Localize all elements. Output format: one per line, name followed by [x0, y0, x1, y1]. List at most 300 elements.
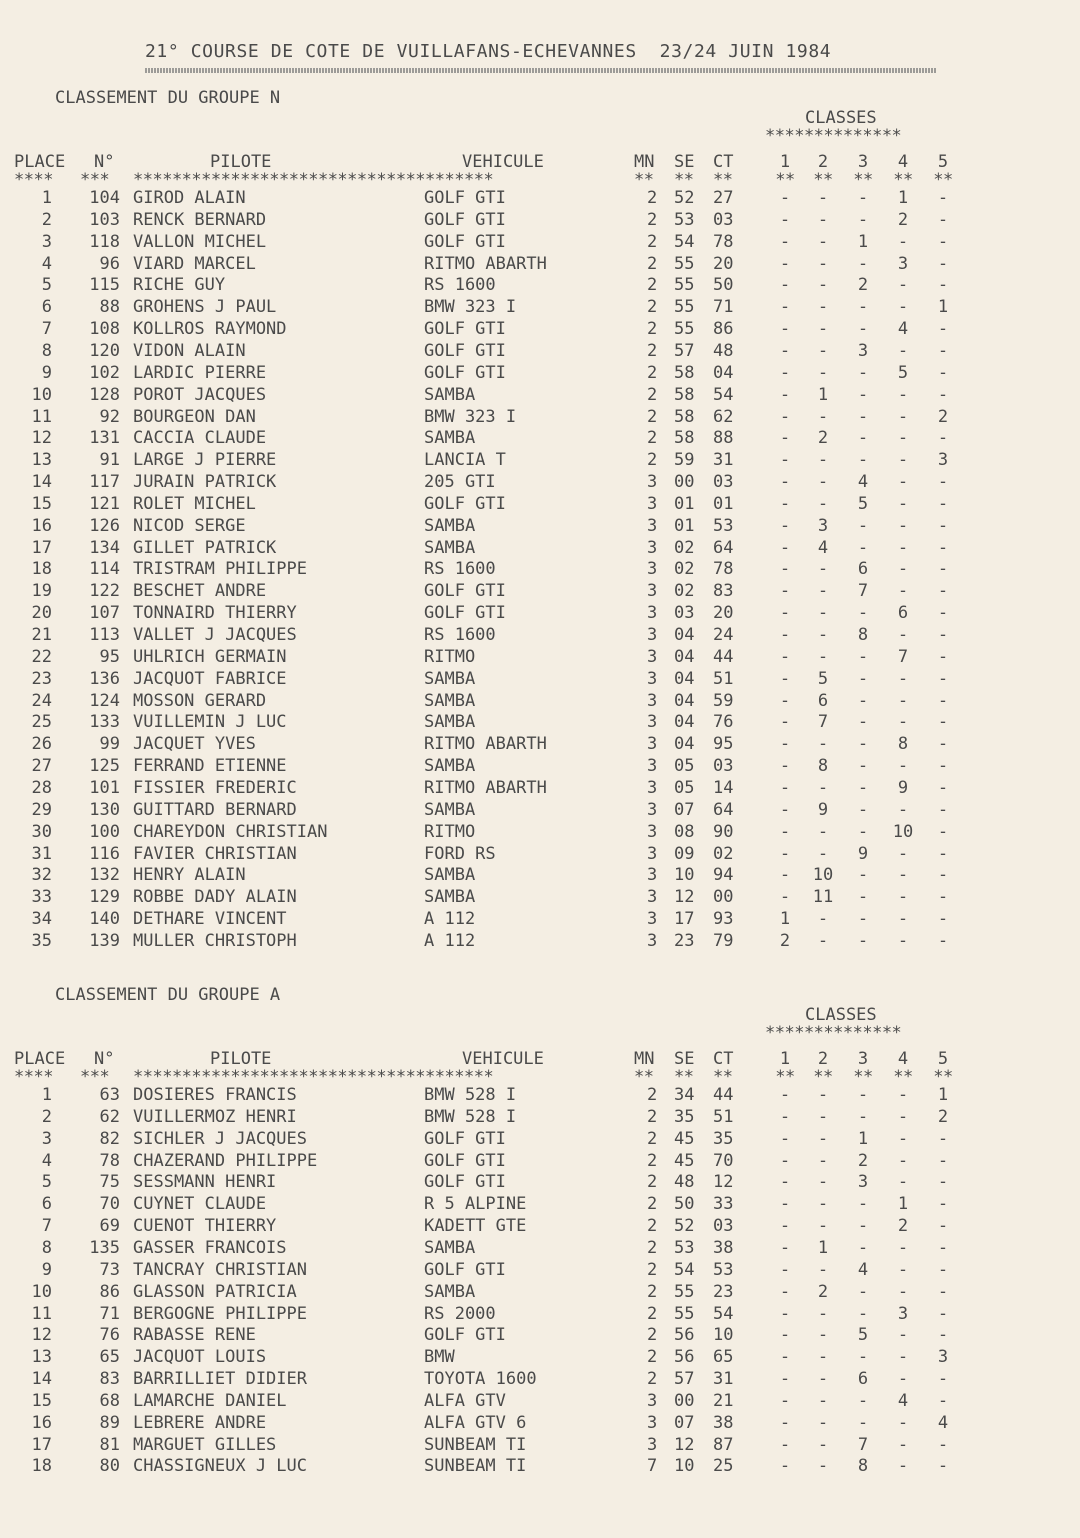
class-rank-cell: - [817, 1150, 829, 1171]
separator: ** [853, 170, 873, 190]
seconds-cell: 05 [674, 756, 695, 777]
hundredths-cell: 03 [713, 756, 734, 777]
class-rank-cell: - [857, 1194, 869, 1215]
class-rank-cell: 7 [897, 646, 909, 667]
seconds-cell: 35 [674, 1106, 695, 1127]
class-rank-cell: 6 [857, 1369, 869, 1390]
hundredths-cell: 65 [713, 1347, 734, 1368]
class-rank-cell: - [937, 646, 949, 667]
seconds-cell: 04 [674, 712, 695, 733]
class-rank-cell: - [779, 472, 791, 493]
seconds-cell: 58 [674, 362, 695, 383]
class-rank-cell: - [779, 559, 791, 580]
class-rank-cell: - [817, 930, 829, 951]
class-rank-cell: - [897, 537, 909, 558]
class-rank-cell: - [897, 493, 909, 514]
hundredths-cell: 90 [713, 821, 734, 842]
number-cell: 71 [99, 1303, 120, 1324]
class-rank-cell: - [817, 1434, 829, 1455]
class-rank-cell: - [779, 1172, 791, 1193]
minutes-cell: 3 [647, 646, 658, 667]
place-cell: 34 [31, 909, 52, 930]
class-rank-cell: - [937, 1237, 949, 1258]
minutes-cell: 3 [647, 821, 658, 842]
pilot-name-cell: JACQUOT LOUIS [133, 1347, 267, 1368]
class-rank-cell: - [897, 865, 909, 886]
classes-heading: CLASSES [805, 108, 877, 128]
class-rank-cell: - [817, 406, 829, 427]
class-rank-cell: - [897, 668, 909, 689]
number-cell: 70 [99, 1194, 120, 1215]
class-rank-cell: - [897, 1237, 909, 1258]
document-title: 21° COURSE DE COTE DE VUILLAFANS-ECHEVANNES 23/24 JUIN 1984 [145, 41, 832, 62]
hundredths-cell: 93 [713, 909, 734, 930]
hundredths-cell: 12 [713, 1172, 734, 1193]
class-rank-cell: - [857, 537, 869, 558]
class-rank-cell: - [857, 821, 869, 842]
hundredths-cell: 04 [713, 362, 734, 383]
seconds-cell: 04 [674, 646, 695, 667]
class-rank-cell: - [857, 668, 869, 689]
hundredths-cell: 23 [713, 1281, 734, 1302]
class-rank-cell: 10 [812, 865, 834, 886]
pilot-name-cell: LEBRERE ANDRE [133, 1412, 267, 1433]
class-rank-cell: - [817, 1390, 829, 1411]
class-rank-cell: - [779, 843, 791, 864]
hundredths-cell: 62 [713, 406, 734, 427]
minutes-cell: 3 [647, 625, 658, 645]
number-cell: 116 [89, 843, 120, 864]
place-cell: 11 [31, 1303, 52, 1324]
class-rank-cell: 1 [937, 297, 949, 318]
pilot-name-cell: UHLRICH GERMAIN [133, 646, 287, 667]
seconds-cell: 55 [674, 275, 695, 296]
place-cell: 10 [31, 1281, 52, 1302]
place-cell: 11 [31, 406, 52, 427]
vehicle-cell: SAMBA [424, 668, 476, 689]
separator: ** [674, 170, 694, 190]
separator: ** [634, 170, 654, 190]
pilot-name-cell: GILLET PATRICK [133, 537, 277, 558]
vehicle-cell: GOLF GTI [424, 1150, 506, 1171]
class-rank-cell: 2 [779, 930, 791, 951]
separator: ** [713, 170, 733, 190]
place-cell: 7 [41, 319, 52, 340]
hundredths-cell: 53 [713, 515, 734, 536]
class-rank-cell: - [779, 865, 791, 886]
class-rank-cell: 3 [857, 1172, 869, 1193]
class-rank-cell: 2 [817, 1281, 829, 1302]
class-rank-cell: - [937, 1216, 949, 1237]
seconds-cell: 45 [674, 1150, 695, 1171]
class-rank-cell: 1 [817, 384, 829, 405]
class-rank-cell: - [937, 909, 949, 930]
class-rank-cell: - [897, 1259, 909, 1280]
class-rank-cell: - [779, 887, 791, 908]
place-cell: 9 [41, 362, 52, 383]
class-rank-cell: - [937, 231, 949, 252]
minutes-cell: 3 [647, 865, 658, 886]
col-header-vehicule: VEHICULE [462, 152, 544, 172]
vehicle-cell: RS 1600 [424, 275, 496, 296]
class-rank-cell: - [779, 734, 791, 755]
class-rank-cell: 5 [857, 1325, 869, 1346]
minutes-cell: 2 [647, 297, 658, 318]
hundredths-cell: 10 [713, 1325, 734, 1346]
class-rank-cell: - [857, 1085, 869, 1105]
minutes-cell: 3 [647, 887, 658, 908]
minutes-cell: 3 [647, 581, 658, 602]
class-rank-cell: - [817, 603, 829, 624]
class-rank-cell: - [937, 209, 949, 230]
seconds-cell: 12 [674, 1434, 695, 1455]
hundredths-cell: 21 [713, 1390, 734, 1411]
class-rank-cell: - [857, 406, 869, 427]
number-cell: 140 [89, 909, 120, 930]
class-rank-cell: 3 [817, 515, 829, 536]
class-rank-cell: - [937, 537, 949, 558]
hundredths-cell: 38 [713, 1237, 734, 1258]
minutes-cell: 3 [647, 712, 658, 733]
place-cell: 17 [31, 1434, 52, 1455]
minutes-cell: 2 [647, 428, 658, 449]
class-rank-cell: 2 [857, 1150, 869, 1171]
class-rank-cell: - [897, 515, 909, 536]
hundredths-cell: 76 [713, 712, 734, 733]
title-underline [145, 68, 937, 73]
hundredths-cell: 38 [713, 1412, 734, 1433]
pilot-name-cell: RABASSE RENE [133, 1325, 256, 1346]
place-cell: 6 [41, 1194, 52, 1215]
seconds-cell: 56 [674, 1347, 695, 1368]
class-rank-cell: - [779, 1412, 791, 1433]
class-rank-cell: 2 [857, 275, 869, 296]
minutes-cell: 2 [647, 275, 658, 296]
seconds-cell: 59 [674, 450, 695, 471]
hundredths-cell: 94 [713, 865, 734, 886]
hundredths-cell: 03 [713, 1216, 734, 1237]
col-header-mn: MN [634, 152, 655, 172]
minutes-cell: 3 [647, 690, 658, 711]
class-rank-cell: - [937, 581, 949, 602]
class-rank-cell: - [937, 1434, 949, 1455]
class-rank-cell: - [779, 1369, 791, 1390]
class-rank-cell: - [817, 1456, 829, 1477]
place-cell: 25 [31, 712, 52, 733]
number-cell: 130 [89, 799, 120, 820]
place-cell: 20 [31, 603, 52, 624]
class-rank-cell: - [897, 1325, 909, 1346]
seconds-cell: 52 [674, 1216, 695, 1237]
class-rank-cell: - [779, 537, 791, 558]
col-header-no: N° [94, 152, 115, 172]
class-rank-cell: - [817, 209, 829, 230]
pilot-name-cell: MARGUET GILLES [133, 1434, 277, 1455]
group-heading: CLASSEMENT DU GROUPE N [55, 88, 281, 108]
class-rank-cell: 4 [857, 472, 869, 493]
class-rank-cell: - [897, 1085, 909, 1105]
separator: ** [775, 170, 795, 190]
vehicle-cell: GOLF GTI [424, 362, 506, 383]
number-cell: 73 [99, 1259, 120, 1280]
seconds-cell: 48 [674, 1172, 695, 1193]
class-rank-cell: - [857, 777, 869, 798]
pilot-name-cell: VALLET J JACQUES [133, 625, 297, 645]
vehicle-cell: RITMO ABARTH [424, 777, 547, 798]
pilot-name-cell: LARDIC PIERRE [133, 362, 267, 383]
class-rank-cell: 1 [897, 1194, 909, 1215]
vehicle-cell: BMW 323 I [424, 297, 517, 318]
hundredths-cell: 35 [713, 1128, 734, 1149]
class-rank-cell: - [857, 646, 869, 667]
class-rank-cell: - [937, 1281, 949, 1302]
class-rank-cell: 1 [817, 1237, 829, 1258]
class-rank-cell: - [779, 756, 791, 777]
number-cell: 101 [89, 777, 120, 798]
seconds-cell: 04 [674, 690, 695, 711]
pilot-name-cell: CUENOT THIERRY [133, 1216, 277, 1237]
minutes-cell: 2 [647, 450, 658, 471]
class-rank-cell: - [779, 603, 791, 624]
number-cell: 125 [89, 756, 120, 777]
minutes-cell: 2 [647, 1216, 658, 1237]
class-rank-cell: - [817, 1303, 829, 1324]
seconds-cell: 55 [674, 253, 695, 274]
seconds-cell: 07 [674, 799, 695, 820]
class-rank-cell: - [817, 1106, 829, 1127]
class-rank-cell: 3 [937, 450, 949, 471]
separator: ** [893, 170, 913, 190]
seconds-cell: 17 [674, 909, 695, 930]
pilot-name-cell: FAVIER CHRISTIAN [133, 843, 297, 864]
seconds-cell: 58 [674, 406, 695, 427]
class-rank-cell: - [779, 1303, 791, 1324]
class-rank-cell: - [937, 734, 949, 755]
number-cell: 108 [89, 319, 120, 340]
class-rank-cell: - [857, 930, 869, 951]
vehicle-cell: SUNBEAM TI [424, 1456, 527, 1477]
pilot-name-cell: CHASSIGNEUX J LUC [133, 1456, 307, 1477]
class-rank-cell: - [937, 1150, 949, 1171]
class-rank-cell: - [897, 1456, 909, 1477]
class-rank-cell: - [779, 1237, 791, 1258]
class-rank-cell: - [937, 493, 949, 514]
separator: ** [634, 1067, 654, 1087]
class-rank-cell: 1 [857, 1128, 869, 1149]
class-rank-cell: - [897, 756, 909, 777]
vehicle-cell: GOLF GTI [424, 493, 506, 514]
class-rank-cell: - [817, 472, 829, 493]
place-cell: 12 [31, 1325, 52, 1346]
place-cell: 18 [31, 559, 52, 580]
col-header-class: 5 [937, 152, 949, 172]
class-rank-cell: 7 [857, 581, 869, 602]
class-rank-cell: - [817, 362, 829, 383]
class-rank-cell: - [857, 362, 869, 383]
hundredths-cell: 03 [713, 209, 734, 230]
class-rank-cell: - [937, 668, 949, 689]
hundredths-cell: 88 [713, 428, 734, 449]
number-cell: 135 [89, 1237, 120, 1258]
class-rank-cell: - [937, 690, 949, 711]
class-rank-cell: - [937, 777, 949, 798]
class-rank-cell: - [817, 1085, 829, 1105]
hundredths-cell: 33 [713, 1194, 734, 1215]
class-rank-cell: 4 [937, 1412, 949, 1433]
hundredths-cell: 64 [713, 799, 734, 820]
minutes-cell: 2 [647, 188, 658, 208]
class-rank-cell: - [937, 319, 949, 340]
minutes-cell: 3 [647, 909, 658, 930]
class-rank-cell: - [857, 865, 869, 886]
place-cell: 8 [41, 340, 52, 361]
separator: ** [893, 1067, 913, 1087]
class-rank-cell: - [897, 1150, 909, 1171]
class-rank-cell: - [897, 887, 909, 908]
seconds-cell: 02 [674, 581, 695, 602]
class-rank-cell: - [779, 1347, 791, 1368]
place-cell: 1 [41, 188, 52, 208]
pilot-name-cell: DETHARE VINCENT [133, 909, 287, 930]
hundredths-cell: 79 [713, 930, 734, 951]
class-rank-cell: - [857, 297, 869, 318]
number-cell: 86 [99, 1281, 120, 1302]
class-rank-cell: - [937, 843, 949, 864]
number-cell: 82 [99, 1128, 120, 1149]
number-cell: 134 [89, 537, 120, 558]
class-rank-cell: - [779, 777, 791, 798]
place-cell: 14 [31, 472, 52, 493]
vehicle-cell: SAMBA [424, 384, 476, 405]
number-cell: 88 [99, 297, 120, 318]
class-rank-cell: 4 [897, 319, 909, 340]
place-cell: 26 [31, 734, 52, 755]
class-rank-cell: - [779, 188, 791, 208]
class-rank-cell: - [897, 1106, 909, 1127]
class-rank-cell: - [857, 1281, 869, 1302]
seconds-cell: 55 [674, 1281, 695, 1302]
vehicle-cell: SAMBA [424, 515, 476, 536]
class-rank-cell: - [937, 188, 949, 208]
vehicle-cell: 205 GTI [424, 472, 496, 493]
class-rank-cell: 6 [897, 603, 909, 624]
separator: ************************************* [133, 1067, 494, 1087]
seconds-cell: 23 [674, 930, 695, 951]
pilot-name-cell: FERRAND ETIENNE [133, 756, 287, 777]
col-header-class: 2 [817, 152, 829, 172]
place-cell: 13 [31, 450, 52, 471]
col-header-place: PLACE [14, 152, 66, 172]
separator: ** [813, 170, 833, 190]
col-header-class: 3 [857, 152, 869, 172]
vehicle-cell: SAMBA [424, 712, 476, 733]
class-rank-cell: - [779, 384, 791, 405]
class-rank-cell: - [779, 1106, 791, 1127]
number-cell: 62 [99, 1106, 120, 1127]
class-rank-cell: - [817, 625, 829, 645]
seconds-cell: 10 [674, 865, 695, 886]
number-cell: 92 [99, 406, 120, 427]
vehicle-cell: GOLF GTI [424, 1172, 506, 1193]
minutes-cell: 2 [647, 1303, 658, 1324]
number-cell: 104 [89, 188, 120, 208]
class-rank-cell: - [779, 821, 791, 842]
class-rank-cell: - [817, 581, 829, 602]
number-cell: 103 [89, 209, 120, 230]
minutes-cell: 3 [647, 756, 658, 777]
class-rank-cell: - [817, 646, 829, 667]
col-header-se: SE [674, 1049, 695, 1069]
place-cell: 6 [41, 297, 52, 318]
vehicle-cell: BMW 528 I [424, 1085, 517, 1105]
vehicle-cell: SAMBA [424, 428, 476, 449]
hundredths-cell: 86 [713, 319, 734, 340]
minutes-cell: 3 [647, 472, 658, 493]
separator: ** [775, 1067, 795, 1087]
vehicle-cell: TOYOTA 1600 [424, 1369, 537, 1390]
place-cell: 15 [31, 493, 52, 514]
class-rank-cell: - [779, 690, 791, 711]
pilot-name-cell: GLASSON PATRICIA [133, 1281, 297, 1302]
separator: ** [933, 1067, 953, 1087]
seconds-cell: 04 [674, 668, 695, 689]
number-cell: 83 [99, 1369, 120, 1390]
seconds-cell: 56 [674, 1325, 695, 1346]
class-rank-cell: - [937, 1194, 949, 1215]
vehicle-cell: SAMBA [424, 887, 476, 908]
seconds-cell: 01 [674, 493, 695, 514]
pilot-name-cell: VALLON MICHEL [133, 231, 267, 252]
pilot-name-cell: VUILLERMOZ HENRI [133, 1106, 297, 1127]
number-cell: 80 [99, 1456, 120, 1477]
hundredths-cell: 51 [713, 1106, 734, 1127]
number-cell: 76 [99, 1325, 120, 1346]
number-cell: 129 [89, 887, 120, 908]
class-rank-cell: - [779, 428, 791, 449]
class-rank-cell: - [857, 188, 869, 208]
place-cell: 7 [41, 1216, 52, 1237]
pilot-name-cell: MOSSON GERARD [133, 690, 267, 711]
class-rank-cell: - [817, 821, 829, 842]
minutes-cell: 3 [647, 493, 658, 514]
class-rank-cell: - [779, 625, 791, 645]
col-header-se: SE [674, 152, 695, 172]
seconds-cell: 53 [674, 1237, 695, 1258]
separator: ** [933, 170, 953, 190]
class-rank-cell: - [937, 253, 949, 274]
pilot-name-cell: RICHE GUY [133, 275, 226, 296]
class-rank-cell: - [779, 231, 791, 252]
hundredths-cell: 44 [713, 1085, 734, 1105]
pilot-name-cell: BESCHET ANDRE [133, 581, 267, 602]
place-cell: 18 [31, 1456, 52, 1477]
class-rank-cell: 3 [857, 340, 869, 361]
seconds-cell: 55 [674, 319, 695, 340]
class-rank-cell: - [937, 603, 949, 624]
number-cell: 68 [99, 1390, 120, 1411]
seconds-cell: 54 [674, 231, 695, 252]
place-cell: 4 [41, 1150, 52, 1171]
pilot-name-cell: TRISTRAM PHILIPPE [133, 559, 307, 580]
separator: ** [853, 1067, 873, 1087]
pilot-name-cell: TONNAIRD THIERRY [133, 603, 297, 624]
number-cell: 120 [89, 340, 120, 361]
minutes-cell: 2 [647, 1106, 658, 1127]
class-rank-cell: - [817, 253, 829, 274]
class-rank-cell: - [817, 1412, 829, 1433]
pilot-name-cell: SESSMANN HENRI [133, 1172, 277, 1193]
class-rank-cell: - [937, 821, 949, 842]
